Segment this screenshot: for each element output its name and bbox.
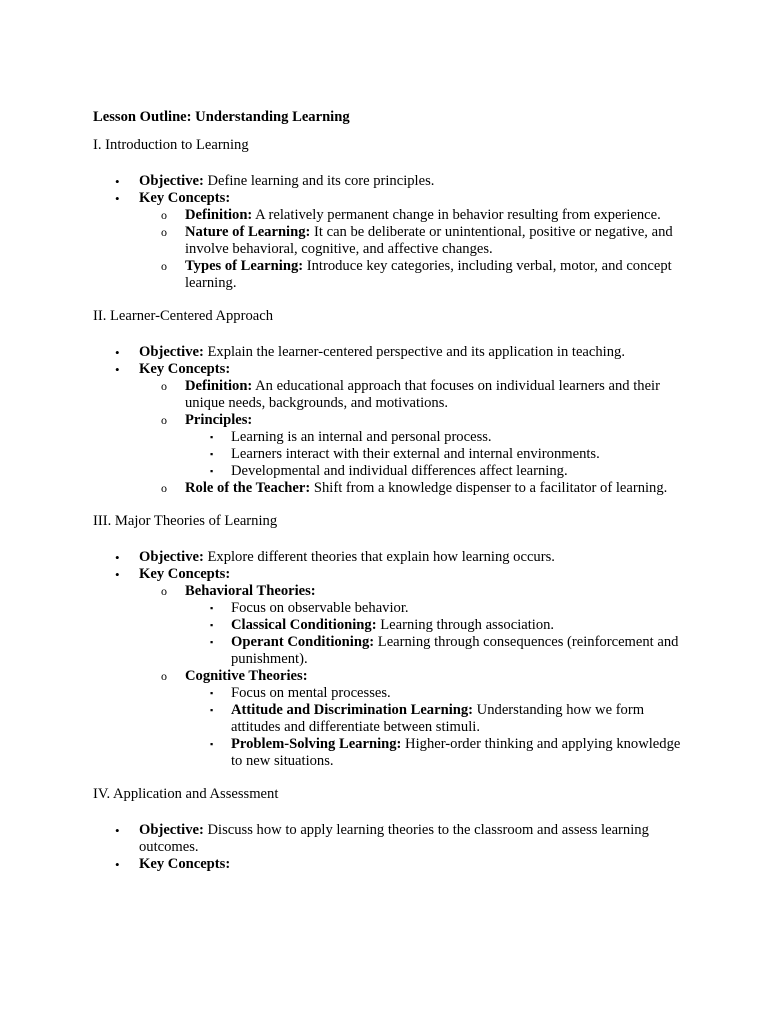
concept-label: Definition: <box>185 378 253 394</box>
section-heading: III. Major Theories of Learning <box>93 513 278 529</box>
square-marker: ▪ <box>210 466 214 476</box>
concept-list <box>139 583 693 770</box>
objective-text: Define learning and its core principles. <box>203 173 435 189</box>
concept-label: Role of the Teacher: <box>185 480 311 496</box>
objective-text: Discuss how to apply learning theories to the classroom and assess learning outcomes. <box>139 822 649 855</box>
square-marker: ▪ <box>210 637 214 647</box>
concept-text: It can be deliberate or unintentional, positive or negative, and involve behavioral, cognitive, and affective changes. <box>185 224 673 257</box>
concept-text: Introduce key categories, including verbal, motor, and concept learning. <box>185 258 672 291</box>
theory-item <box>185 600 693 617</box>
square-marker: ▪ <box>210 705 214 715</box>
key-concepts-label: Key Concepts: <box>139 361 231 377</box>
theory-list <box>185 600 693 668</box>
theory-item <box>185 685 693 702</box>
key-concepts-label: Key Concepts: <box>139 190 231 206</box>
bullet-marker: • <box>115 362 120 377</box>
square-marker: ▪ <box>210 432 214 442</box>
concept-list <box>139 378 693 497</box>
objective-label: Objective: <box>139 822 204 838</box>
concept-item <box>139 583 693 668</box>
theory-label: Classical Conditioning: <box>231 617 377 633</box>
square-marker: ▪ <box>210 620 214 630</box>
key-concepts-label: Key Concepts: <box>139 566 231 582</box>
principle-list <box>185 429 693 480</box>
circle-marker: o <box>161 259 167 273</box>
bullet-marker: • <box>115 345 120 360</box>
section-heading: II. Learner-Centered Approach <box>93 308 274 324</box>
concept-label: Behavioral Theories: <box>185 583 316 599</box>
bullet-marker: • <box>115 174 120 189</box>
circle-marker: o <box>161 584 167 598</box>
document-title: Lesson Outline: Understanding Learning <box>93 109 350 125</box>
principle-text: Learners interact with their external and internal environments. <box>231 446 600 462</box>
concept-item <box>139 258 693 292</box>
circle-marker: o <box>161 481 167 495</box>
objective-text: Explore different theories that explain how learning occurs. <box>203 549 555 565</box>
key-concepts-item <box>93 566 693 770</box>
objective-label: Objective: <box>139 173 204 189</box>
objective-label: Objective: <box>139 344 204 360</box>
objective-item <box>93 822 693 856</box>
concept-label: Cognitive Theories: <box>185 668 308 684</box>
objective-text: Explain the learner-centered perspective and its application in teaching. <box>203 344 625 360</box>
theory-text: Understanding how we form attitudes and differentiate between stimuli. <box>231 702 645 735</box>
theory-item <box>185 736 693 770</box>
bullet-marker: • <box>115 823 120 838</box>
key-concepts-label: Key Concepts: <box>139 856 231 872</box>
concept-list <box>139 207 693 292</box>
theory-label: Problem-Solving Learning: <box>231 736 402 752</box>
circle-marker: o <box>161 208 167 222</box>
theory-label: Attitude and Discrimination Learning: <box>231 702 474 718</box>
concept-text: Shift from a knowledge dispenser to a facilitator of learning. <box>310 480 668 496</box>
theory-text: Focus on mental processes. <box>231 685 391 701</box>
concept-item <box>139 207 693 224</box>
objective-label: Objective: <box>139 549 204 565</box>
concept-label: Nature of Learning: <box>185 224 311 240</box>
square-marker: ▪ <box>210 603 214 613</box>
bullet-marker: • <box>115 550 120 565</box>
principle-item <box>185 446 693 463</box>
key-concepts-item <box>93 190 693 292</box>
concept-item <box>139 224 693 258</box>
theory-text: Learning through association. <box>376 617 555 633</box>
concept-label: Definition: <box>185 207 253 223</box>
theory-item <box>185 617 693 634</box>
circle-marker: o <box>161 413 167 427</box>
concept-item <box>139 412 693 480</box>
theory-item <box>185 702 693 736</box>
objective-item <box>93 344 693 361</box>
theory-text: Learning through consequences (reinforcement and punishment). <box>231 634 679 667</box>
square-marker: ▪ <box>210 449 214 459</box>
document-body <box>93 109 693 889</box>
bullet-marker: • <box>115 191 120 206</box>
section-bullet-list <box>93 822 693 873</box>
square-marker: ▪ <box>210 739 214 749</box>
concept-text: A relatively permanent change in behavior resulting from experience. <box>252 207 661 223</box>
theory-item <box>185 634 693 668</box>
concept-label: Principles: <box>185 412 253 428</box>
theory-text: Focus on observable behavior. <box>231 600 409 616</box>
theory-list <box>185 685 693 770</box>
principle-text: Learning is an internal and personal process. <box>231 429 492 445</box>
section-bullet-list <box>93 173 693 292</box>
concept-item <box>139 378 693 412</box>
bullet-marker: • <box>115 567 120 582</box>
concept-text: An educational approach that focuses on individual learners and their unique needs, backgrounds, and motivations. <box>185 378 660 411</box>
key-concepts-item <box>93 361 693 497</box>
objective-item <box>93 173 693 190</box>
theory-label: Operant Conditioning: <box>231 634 375 650</box>
key-concepts-item <box>93 856 693 873</box>
principle-item <box>185 463 693 480</box>
concept-label: Types of Learning: <box>185 258 304 274</box>
bullet-marker: • <box>115 857 120 872</box>
concept-item <box>139 480 693 497</box>
objective-item <box>93 549 693 566</box>
circle-marker: o <box>161 669 167 683</box>
principle-item <box>185 429 693 446</box>
theory-text: Higher-order thinking and applying knowledge to new situations. <box>231 736 681 769</box>
section-heading: IV. Application and Assessment <box>93 786 279 802</box>
concept-item <box>139 668 693 770</box>
section-heading: I. Introduction to Learning <box>93 137 249 153</box>
circle-marker: o <box>161 225 167 239</box>
circle-marker: o <box>161 379 167 393</box>
principle-text: Developmental and individual differences affect learning. <box>231 463 568 479</box>
section-bullet-list <box>93 549 693 770</box>
section-bullet-list <box>93 344 693 497</box>
square-marker: ▪ <box>210 688 214 698</box>
